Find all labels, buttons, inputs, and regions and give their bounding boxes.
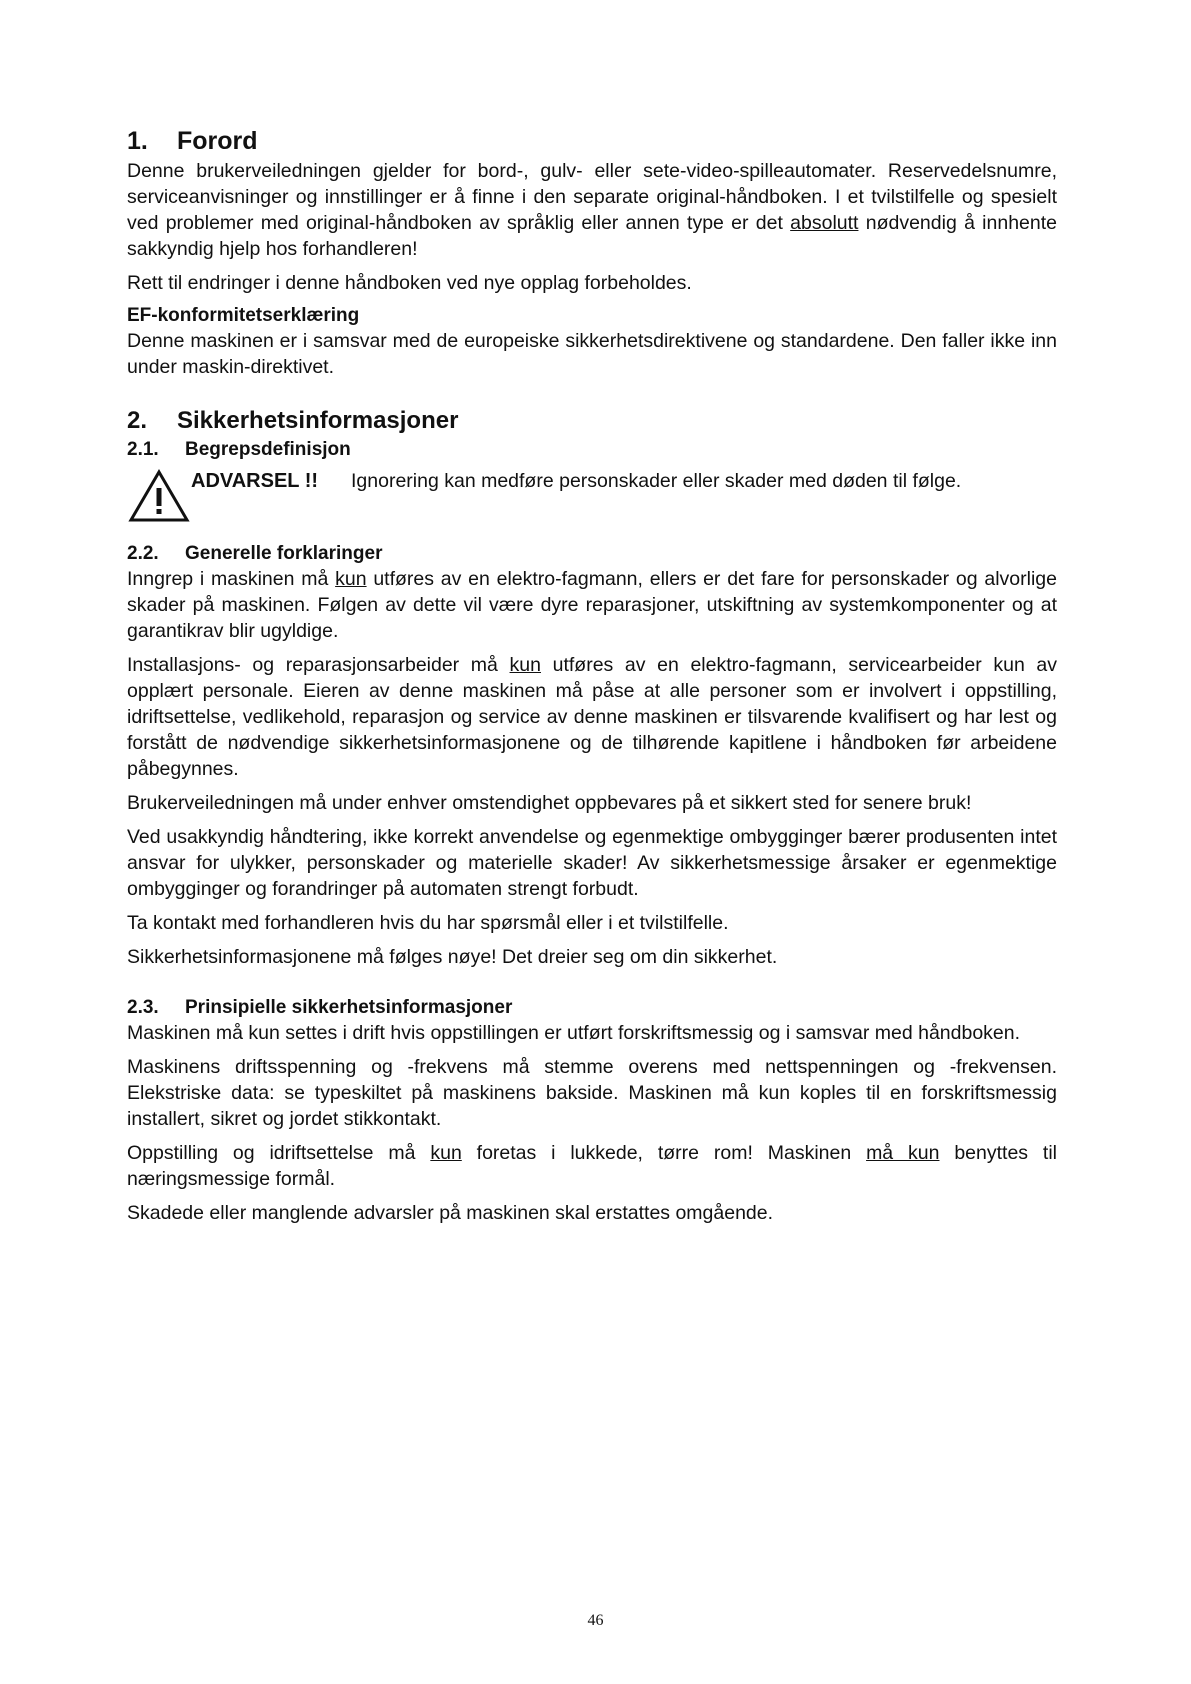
principle-p3-text-c: benyttes til næringsmessige formål.	[127, 1142, 1057, 1190]
section-2-2-title: Generelle forklaringer	[185, 543, 383, 564]
principle-paragraph-4: Skadede eller manglende advarsler på maskinen skal erstattes omgående.	[127, 1202, 774, 1224]
general-paragraph-1	[127, 566, 1057, 644]
section-2-3-heading	[127, 996, 1057, 1020]
underlined-word: absolutt	[790, 212, 859, 234]
section-1-heading	[127, 126, 1057, 156]
section-2-title: Sikkerhetsinformasjoner	[177, 407, 459, 434]
general-paragraph-6: Sikkerhetsinformasjonene må følges nøye! Det dreier seg om din sikkerhet.	[127, 946, 778, 968]
section-2-1-number: 2.1.	[127, 439, 159, 460]
section-2-3-title: Prinsipielle sikkerhetsinformasjoner	[185, 997, 513, 1018]
section-1-title: Forord	[177, 127, 258, 155]
general-p2-text-a: Installasjons- og reparasjonsarbeider må	[127, 654, 510, 676]
underlined-phrase: må kun	[866, 1142, 940, 1164]
principle-paragraph-3	[127, 1140, 1057, 1192]
general-p1-text-a: Inngrep i maskinen må	[127, 568, 336, 590]
forord-paragraph-1	[127, 158, 1057, 262]
general-p1-text-b: utføres av en elektro-fagmann, ellers er det fare for personskader og alvorlige skader på maskinen. Følgen av dette vil være dyre reparasjoner, utskiftning av systemkomponenter og at garantikrav blir ugyldige.	[127, 568, 1057, 642]
principle-paragraph-1: Maskinen må kun settes i drift hvis oppstillingen er utført forskriftsmessig og i samsvar med håndboken.	[127, 1022, 1021, 1044]
warning-text: Ignorering kan medføre personskader eller skader med døden til følge.	[351, 470, 962, 492]
forord-text: Denne brukerveiledningen gjelder for bord-, gulv- eller sete-video-spilleautomater. Reservedelsnumre, serviceanvisninger og innstillinger er å finne i den separate original-håndboken. I et tvilstilfelle og spesielt ved problemer med original-håndboken av språklig eller annen type er det	[127, 160, 1057, 234]
section-2-2-heading	[127, 542, 1057, 566]
principle-paragraph-2: Maskinens driftsspenning og -frekvens må stemme overens med nettspenningen og -frekvensen. Elekstriske data: se typeskiltet på maskinens bakside. Maskinen må kun koples til en forskriftsmessig installert, sikret og jordet stikkontakt.	[127, 1056, 1057, 1130]
general-paragraph-2	[127, 652, 1057, 782]
section-2-1-title: Begrepsdefinisjon	[185, 439, 351, 460]
ef-declaration-heading: EF-konformitetserklæring	[127, 305, 360, 326]
general-p2-text-b: utføres av en elektro-fagmann, servicearbeider kun av opplært personale. Eieren av denne maskinen må påse at alle personer som er involvert i oppstilling, idriftsettelse, vedlikehold, reparasjon og service av denne maskinen er tilsvarende kvalifisert og har lest og forstått de nødvendige sikkerhetsinformasjonene og de tilhørende kapitlene i håndboken før arbeidene påbegynnes.	[127, 654, 1058, 780]
underlined-word: kun	[335, 568, 367, 590]
principle-p3-text-a: Oppstilling og idriftsettelse må	[127, 1142, 431, 1164]
page-number: 46	[587, 1612, 604, 1629]
ef-declaration-text: Denne maskinen er i samsvar med de europeiske sikkerhetsdirektivene og standardene. Den faller ikke inn under maskin-direktivet.	[127, 330, 1057, 378]
principle-p3-text-b: foretas i lukkede, tørre rom! Maskinen	[461, 1142, 867, 1164]
general-paragraph-5: Ta kontakt med forhandleren hvis du har spørsmål eller i et tvilstilfelle.	[127, 912, 729, 934]
warning-triangle-icon	[127, 468, 191, 524]
general-paragraph-3: Brukerveiledningen må under enhver omstendighet oppbevares på et sikkert sted for senere bruk!	[127, 792, 972, 814]
underlined-word: kun	[430, 1142, 462, 1164]
section-2-heading	[127, 406, 1057, 436]
section-2-3-number: 2.3.	[127, 997, 159, 1018]
forord-text-end: nødvendig å innhente sakkyndig hjelp hos forhandleren!	[127, 212, 1058, 260]
warning-block	[127, 468, 1057, 524]
general-paragraph-4: Ved usakkyndig håndtering, ikke korrekt anvendelse og egenmektige ombygginger bærer produsenten intet ansvar for ulykker, personskader og materielle skader! Av sikkerhetsmessige årsaker er egenmektige ombygginger og forandringer på automaten strengt forbudt.	[127, 826, 1057, 900]
section-1-number: 1.	[127, 127, 148, 155]
section-2-2-number: 2.2.	[127, 543, 159, 564]
warning-label: ADVARSEL !!	[191, 470, 319, 492]
section-2-number: 2.	[127, 407, 148, 434]
forord-paragraph-2: Rett til endringer i denne håndboken ved nye opplag forbeholdes.	[127, 272, 692, 294]
document-page	[127, 126, 1057, 1234]
section-2-1-heading	[127, 438, 1057, 462]
underlined-word: kun	[509, 654, 541, 676]
